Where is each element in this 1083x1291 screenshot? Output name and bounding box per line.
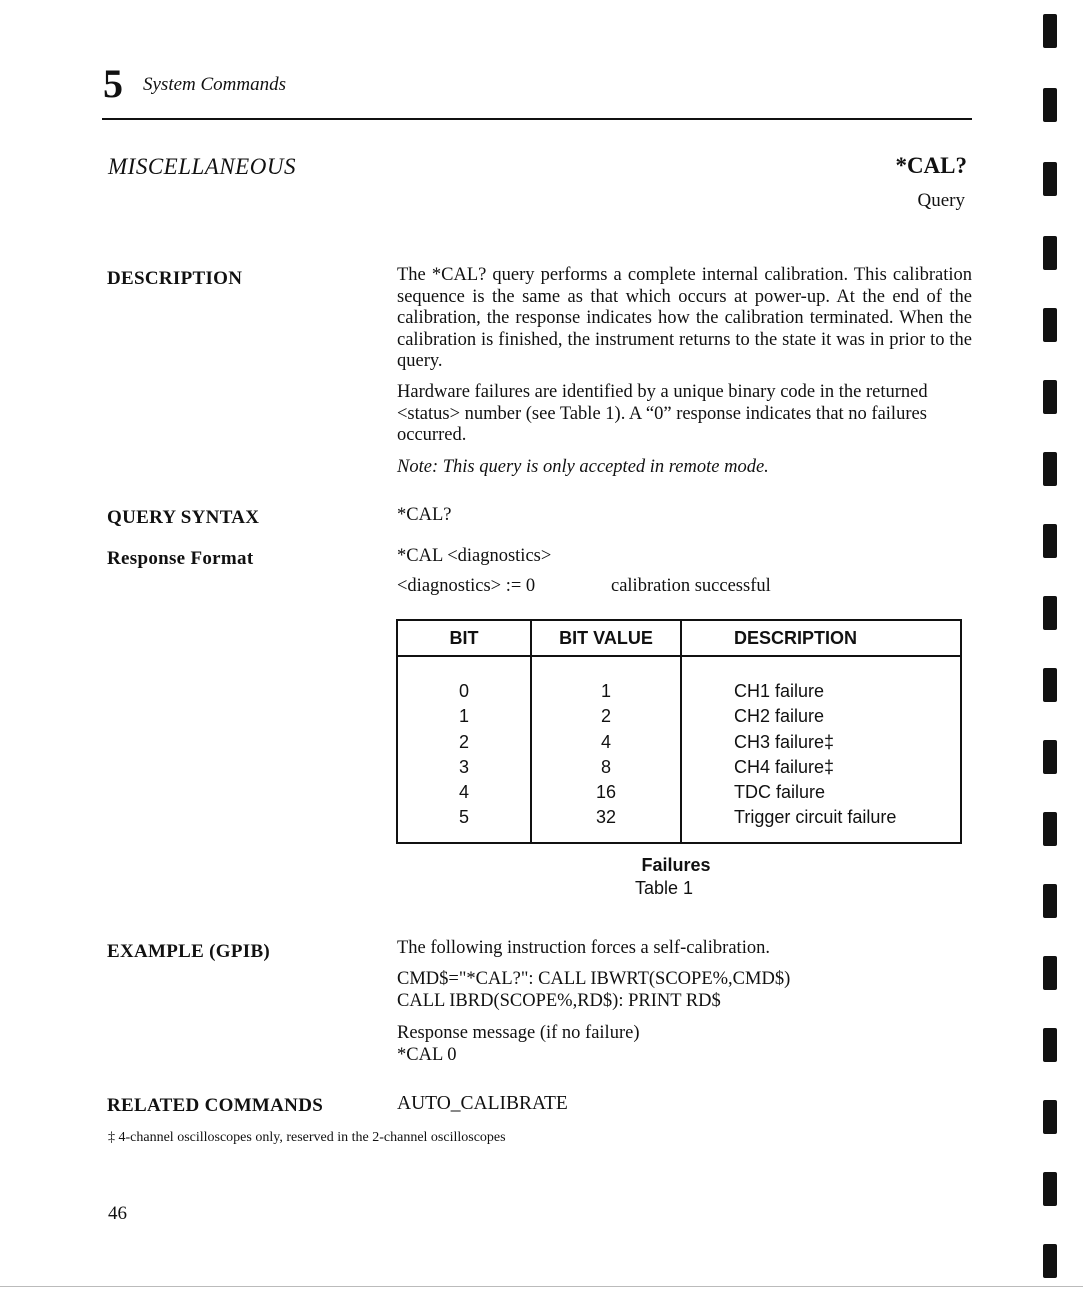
bit-cell: 0: [458, 681, 469, 701]
description-cell: CH4 failure‡: [734, 756, 835, 777]
table-header-row: [397, 620, 961, 656]
failure-bit-table: [396, 619, 962, 844]
chapter-number: 5: [103, 61, 123, 106]
binding-mark: [1043, 668, 1057, 702]
section-title: MISCELLANEOUS: [108, 154, 296, 179]
command-type: Query: [917, 190, 965, 211]
bit-cell: 1: [458, 706, 469, 727]
table-row: [397, 656, 961, 843]
description-cell: CH3 failure‡: [734, 731, 835, 752]
description-cell: TDC failure: [734, 782, 826, 803]
description-paragraph-1: The *CAL? query performs a complete internal calibration. This calibration sequence is the same as that which occurs at power-up. At the end of the calibration, the response indicates how the calibration terminated. When the calibration is finished, the instrument returns to the state it was in prior to the query.: [397, 265, 972, 371]
binding-mark: [1043, 740, 1057, 774]
description-cell: CH2 failure: [734, 706, 825, 727]
binding-mark: [1043, 236, 1057, 270]
bit-cell: 5: [458, 807, 469, 828]
bit-value-cell: 2: [600, 706, 611, 727]
page-number: 46: [108, 1203, 127, 1224]
diagnostics-definition: <diagnostics> := 0: [397, 576, 536, 596]
description-paragraph-2: Hardware failures are identified by a unique binary code in the returned <status> number (see Table 1). A “0” response indicates that no failures occurred.: [397, 382, 928, 445]
bit-value-column: [531, 656, 681, 843]
table-caption-number: Table 1: [634, 878, 694, 898]
example-intro: The following instruction forces a self-calibration.: [397, 938, 770, 958]
binding-mark: [1043, 452, 1057, 486]
bit-value-cell: 4: [600, 731, 611, 752]
bit-value-cell: 16: [595, 782, 617, 803]
diagnostics-meaning: calibration successful: [611, 576, 771, 596]
related-commands-value: AUTO_CALIBRATE: [397, 1093, 568, 1114]
binding-mark: [1043, 308, 1057, 342]
bit-value-cell: 8: [600, 756, 611, 777]
header-rule: [102, 118, 972, 120]
binding-mark: [1043, 162, 1057, 196]
binding-mark: [1043, 524, 1057, 558]
related-commands-label: RELATED COMMANDS: [107, 1095, 324, 1116]
description-cell: CH1 failure: [734, 681, 825, 701]
page-bottom-edge: [0, 1286, 1083, 1287]
example-code-line-2: CALL IBRD(SCOPE%,RD$): PRINT RD$: [397, 991, 721, 1011]
bit-column: [397, 656, 531, 843]
binding-mark: [1043, 88, 1057, 122]
table-header-description: DESCRIPTION: [681, 620, 961, 656]
description-label: DESCRIPTION: [107, 268, 243, 289]
query-syntax-value: *CAL?: [397, 505, 452, 525]
binding-mark: [1043, 956, 1057, 990]
bit-cell: 4: [458, 782, 469, 803]
response-format-line: *CAL <diagnostics>: [397, 546, 552, 566]
example-label: EXAMPLE (GPIB): [107, 941, 271, 962]
binding-mark: [1043, 14, 1057, 48]
description-column: [681, 656, 961, 843]
table-header-bit-value: BIT VALUE: [531, 620, 681, 656]
binding-mark: [1043, 1028, 1057, 1062]
binding-mark: [1043, 380, 1057, 414]
binding-mark: [1043, 1100, 1057, 1134]
binding-mark: [1043, 596, 1057, 630]
binding-mark: [1043, 812, 1057, 846]
binding-mark: [1043, 1172, 1057, 1206]
bit-value-cell: 32: [595, 807, 617, 828]
example-response-label: Response message (if no failure): [397, 1023, 640, 1043]
bit-cell: 2: [458, 731, 469, 752]
description-cell: Trigger circuit failure: [734, 807, 897, 828]
command-name: *CAL?: [895, 153, 967, 178]
example-response-value: *CAL 0: [397, 1045, 457, 1065]
table-header-bit: BIT: [397, 620, 531, 656]
binding-mark: [1043, 884, 1057, 918]
chapter-title: System Commands: [143, 74, 287, 95]
bit-value-cell: 1: [600, 681, 611, 701]
binding-mark: [1043, 1244, 1057, 1278]
table-caption-title: Failures: [641, 855, 711, 875]
description-note: Note: This query is only accepted in remote mode.: [397, 457, 769, 477]
example-code-line-1: CMD$="*CAL?": CALL IBWRT(SCOPE%,CMD$): [397, 969, 791, 989]
response-format-label: Response Format: [107, 548, 254, 569]
bit-cell: 3: [458, 756, 469, 777]
query-syntax-label: QUERY SYNTAX: [107, 507, 260, 528]
footnote: ‡ 4-channel oscilloscopes only, reserved in the 2-channel oscilloscopes: [108, 1130, 506, 1145]
